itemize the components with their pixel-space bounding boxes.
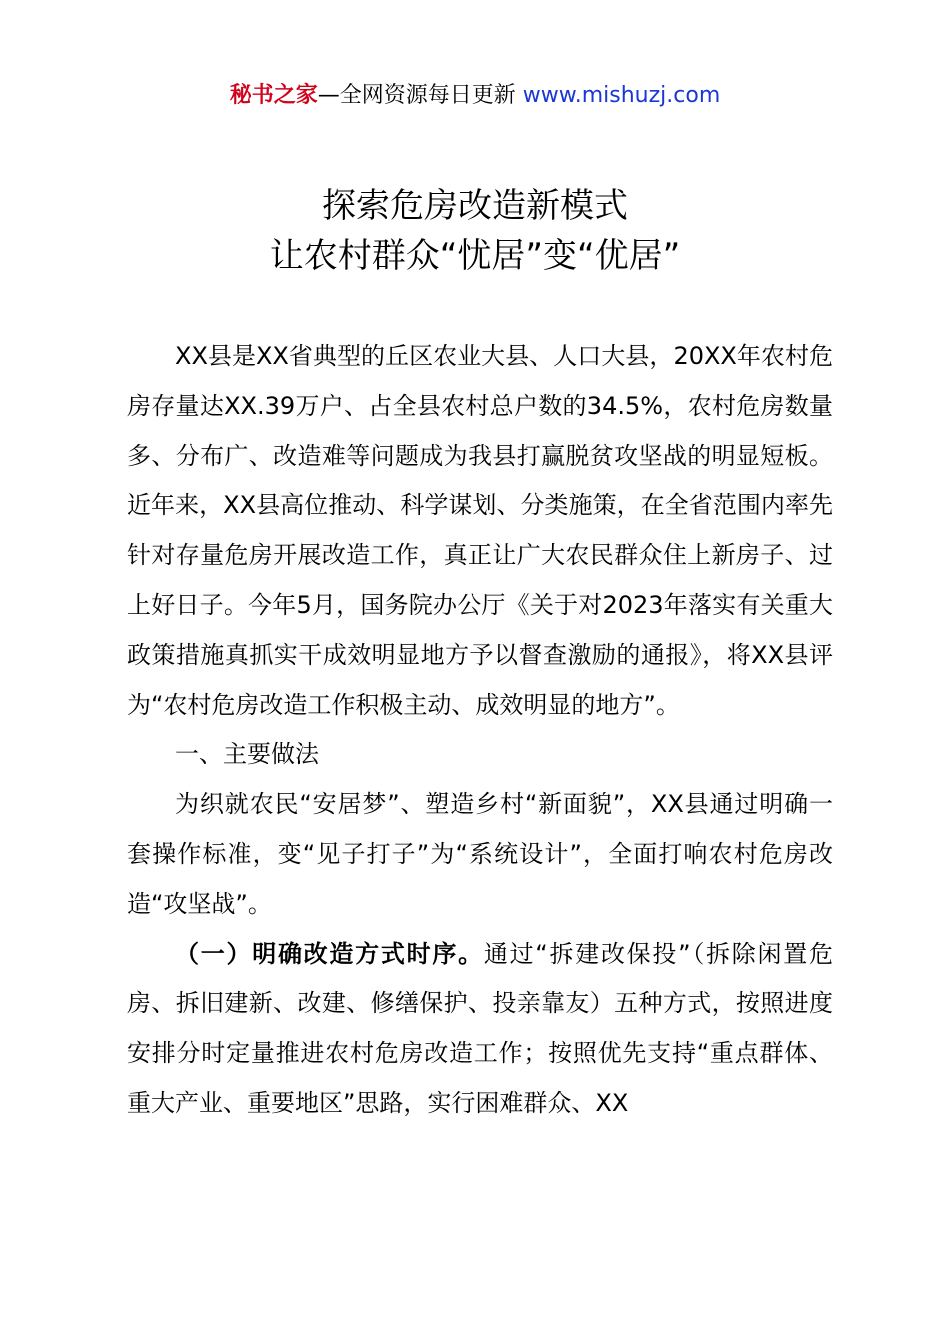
brand-name: 秘书之家 xyxy=(229,83,318,108)
paragraph-intro: XX县是XX省典型的丘区农业大县、人口大县，20XX年农村危房存量达XX.39万户、占全县农村总户数的34.5%，农村危房数量多、分布广、改造难等问题成为我县打赢脱贫攻坚战的明显短板。近年来，XX县高位推动、科学谋划、分类施策，在全省范围内率先针对存量危房开展改造工作，真正让广大农民群众住上新房子、过上好日子。今年5月，国务院办公厅《关于对2023年落实有关重大政策措施真抓实干成效明显地方予以督查激励的通报》，将XX县评为“农村危房改造工作积极主动、成效明显的地方”。 xyxy=(127,342,833,719)
paragraph-approach: 为织就农民“安居梦”、塑造乡村“新面貌”，XX县通过明确一套操作标准，变“见子打子”为“系统设计”，全面打响农村危房改造“攻坚战”。 xyxy=(127,790,833,918)
document-body xyxy=(127,332,833,1129)
site-url[interactable]: www.mishuzj.com xyxy=(522,83,721,108)
slogan: —全网资源每日更新 xyxy=(317,83,516,108)
section-heading: 一、主要做法 xyxy=(175,740,319,769)
title-line-2: 让农村群众“忧居”变“优居” xyxy=(269,236,681,276)
paragraph-subsection-1 xyxy=(127,930,833,1129)
subsection-text: 通过“拆建改保投”（拆除闲置危房、拆旧建新、改建、修缮保护、投亲靠友）五种方式，按照进度安排分时定量推进农村危房改造工作；按照优先支持“重点群体、重大产业、重要地区”思路，实行困难群众、XX xyxy=(127,939,833,1117)
watermark-header xyxy=(0,80,950,112)
title-line-1: 探索危房改造新模式 xyxy=(322,186,628,226)
subsection-title: （一）明确改造方式时序。 xyxy=(175,939,484,968)
